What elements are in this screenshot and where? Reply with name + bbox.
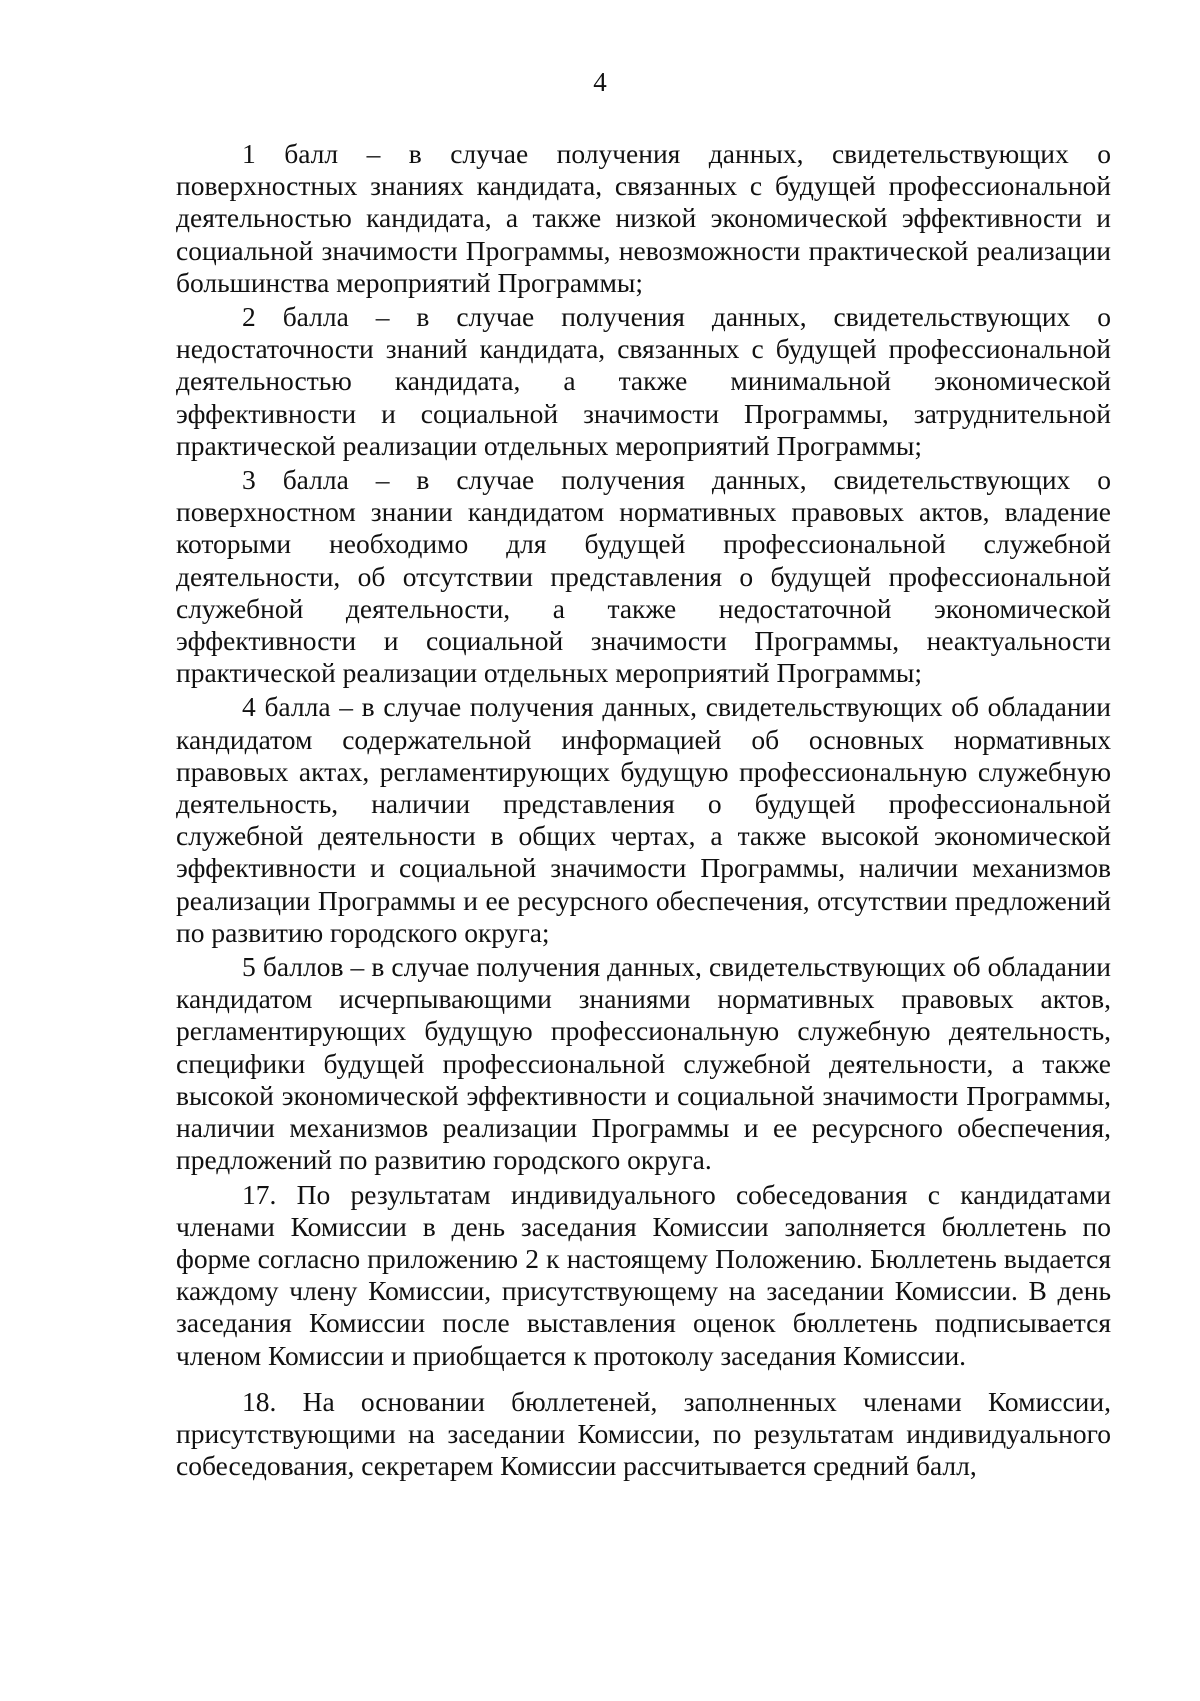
- paragraph-score-1: 1 балл – в случае получения данных, свидетельствующих о поверхностных знаниях кандидата, связанных с будущей профессиональной деятельностью кандидата, а также низкой экономической эффективности и социальной значимости Программы, невозможности практической реализации большинства мероприятий Программы;: [176, 138, 1111, 298]
- paragraph-score-5: 5 баллов – в случае получения данных, свидетельствующих об обладании кандидатом исчерпывающими знаниями нормативных правовых актов, регламентирующих будущую профессиональную служебную деятельность, специфики будущей профессиональной служебной деятельности, а также высокой экономической эффективности и социальной значимости Программы, наличии механизмов реализации Программы и ее ресурсного обеспечения, предложений по развитию городского округа.: [176, 951, 1111, 1176]
- document-body: [176, 138, 1111, 1482]
- page-number: 4: [593, 67, 607, 97]
- paragraph-score-2: 2 балла – в случае получения данных, свидетельствующих о недостаточности знаний кандидата, связанных с будущей профессиональной деятельностью кандидата, а также минимальной экономической эффективности и социальной значимости Программы, затруднительной практической реализации отдельных мероприятий Программы;: [176, 301, 1111, 461]
- paragraph-score-3: 3 балла – в случае получения данных, свидетельствующих о поверхностном знании кандидатом нормативных правовых актов, владение которыми необходимо для будущей профессиональной служебной деятельности, об отсутствии представления о будущей профессиональной служебной деятельности, а также недостаточной экономической эффективности и социальной значимости Программы, неактуальности практической реализации отдельных мероприятий Программы;: [176, 464, 1111, 689]
- paragraph-item-17: 17. По результатам индивидуального собеседования с кандидатами членами Комиссии в день заседания Комиссии заполняется бюллетень по форме согласно приложению 2 к настоящему Положению. Бюллетень выдается каждому члену Комиссии, присутствующему на заседании Комиссии. В день заседания Комиссии после выставления оценок бюллетень подписывается членом Комиссии и приобщается к протоколу заседания Комиссии.: [176, 1178, 1111, 1371]
- paragraph-item-18: 18. На основании бюллетеней, заполненных членами Комиссии, присутствующими на заседании Комиссии, по результатам индивидуального собеседования, секретарем Комиссии рассчитывается средний балл,: [176, 1385, 1111, 1482]
- paragraph-score-4: 4 балла – в случае получения данных, свидетельствующих об обладании кандидатом содержательной информацией об основных нормативных правовых актах, регламентирующих будущую профессиональную служебную деятельность, наличии представления о будущей профессиональной служебной деятельности в общих чертах, а также высокой экономической эффективности и социальной значимости Программы, наличии механизмов реализации Программы и ее ресурсного обеспечения, отсутствии предложений по развитию городского округа;: [176, 691, 1111, 948]
